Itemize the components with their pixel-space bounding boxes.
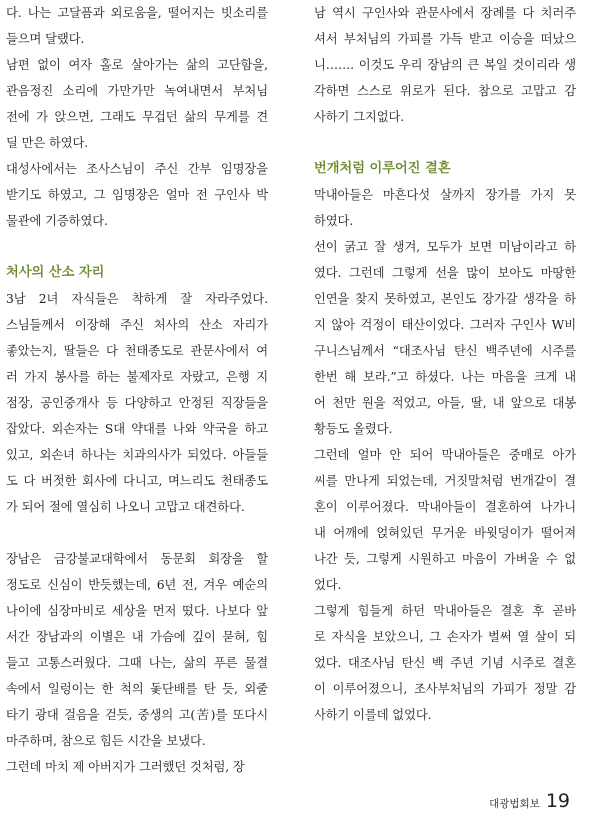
text-line: 구니스님께서 “대조사님 탄신 백주년에 시주를 <box>314 344 576 358</box>
text-line: 각하면 스스로 위로가 된다. 참으로 고맙고 감 <box>314 84 576 98</box>
paragraph <box>314 234 576 442</box>
text-line: 도 다 버젓한 회사에 다니고, 며느리도 천태종도 <box>6 474 268 488</box>
text-line: 니……. 이것도 우리 장남의 큰 복일 것이리라 생 <box>314 58 576 72</box>
paragraph <box>314 182 576 234</box>
text-line: 관음정진 소리에 가만가만 녹여내면서 부처님 <box>6 84 268 98</box>
text-line: 다. 나는 고달픔과 외로움을, 떨어지는 빗소리를 <box>6 6 268 20</box>
page-number: 19 <box>545 790 570 812</box>
text-line: 황등도 올렸다. <box>314 422 393 436</box>
text-line: 장남은 금강불교대학에서 동문회 회장을 할 <box>6 552 268 566</box>
text-line: 스님들께서 이장해 주신 처사의 산소 자리가 <box>6 318 268 332</box>
text-line: 들으며 달랬다. <box>6 32 85 46</box>
text-line: 물관에 기증하였다. <box>6 214 108 228</box>
paragraph <box>314 0 576 130</box>
paragraph <box>6 754 268 780</box>
text-line: 이 이루어졌으니, 조사부처님의 가피가 정말 감 <box>314 682 576 696</box>
text-line: 내 어깨에 얹혀있던 무거운 바윗덩이가 떨어져 <box>314 526 576 540</box>
text-line: 그런데 얼마 안 되어 막내아들은 중매로 아가 <box>314 448 576 462</box>
text-line: 로 자식을 보았으니, 그 손자가 벌써 열 살이 되 <box>314 630 576 644</box>
text-line: 지 않아 걱정이 태산이었다. 그러자 구인사 W비 <box>314 318 576 332</box>
text-line: 사하기 그지없다. <box>314 110 405 124</box>
text-line: 선이 굵고 잘 생겨, 모두가 보면 미남이라고 하 <box>314 240 576 254</box>
text-line: 하였다. <box>314 214 354 228</box>
left-column <box>6 0 268 780</box>
spacer <box>6 520 268 546</box>
text-line: 혼이 이루어졌다. 막내아들이 결혼하여 나가니 <box>314 500 576 514</box>
text-line: 전에 가 앉으면, 그래도 무겁던 삶의 무게를 견 <box>6 110 268 124</box>
text-line: 나간 듯, 그렇게 시원하고 마음이 가벼울 수 없 <box>314 552 576 566</box>
paragraph <box>6 0 268 52</box>
paragraph <box>314 598 576 728</box>
text-line: 들고 고통스러웠다. 그때 나는, 삶의 푸른 물결 <box>6 656 268 670</box>
text-line: 어 천만 원을 적었고, 아들, 딸, 내 앞으로 대봉 <box>314 396 576 410</box>
text-line: 사하기 이를데 없었다. <box>314 708 432 722</box>
text-line: 타기 광대 걸음을 걷듯, 중생의 고(苦)를 또다시 <box>6 708 268 722</box>
text-line: 었다. 대조사님 탄신 백 주년 기념 시주로 결혼 <box>314 656 576 670</box>
text-line: 였다. 그런데 그렇게 선을 많이 보아도 마땅한 <box>314 266 576 280</box>
text-line: 그렇게 힘들게 하던 막내아들은 결혼 후 곧바 <box>314 604 576 618</box>
text-line: 대성사에서는 조사스님이 주신 간부 임명장을 <box>6 162 268 176</box>
text-line: 서간 장남과의 이별은 내 가슴에 깊이 묻혀, 힘 <box>6 630 268 644</box>
right-column <box>314 0 576 728</box>
text-line: 러 가지 봉사를 하는 불제자로 자랐고, 은행 지 <box>6 370 268 384</box>
spacer <box>314 130 576 156</box>
text-line: 가 되어 절에 열심히 나오니 고맙고 대견하다. <box>6 500 245 514</box>
text-line: 셔서 부처님의 가피를 가득 받고 이승을 떠났으 <box>314 32 576 46</box>
text-line: 나이에 심장마비로 세상을 먼저 떴다. 나보다 앞 <box>6 604 268 618</box>
paragraph <box>6 52 268 156</box>
text-line: 마주하며, 참으로 힘든 시간을 보냈다. <box>6 734 206 748</box>
text-line: 었다. <box>314 578 342 592</box>
publication-name: 대광법회보 <box>489 798 540 810</box>
spacer <box>6 234 268 260</box>
page-footer <box>489 790 570 812</box>
text-line: 정도로 신심이 반듯했는데, 6년 전, 겨우 예순의 <box>6 578 268 592</box>
text-line: 막내아들은 마흔다섯 살까지 장가를 가지 못 <box>314 188 576 202</box>
text-line: 남 역시 구인사와 관문사에서 장례를 다 치러주 <box>314 6 576 20</box>
text-line: 있고, 외손녀 하나는 치과의사가 되었다. 아들들 <box>6 448 268 462</box>
text-line: 잡았다. 외손자는 S대 약대를 나와 약국을 하고 <box>6 422 268 436</box>
text-line: 좋았는지, 딸들은 다 천태종도로 관문사에서 여 <box>6 344 268 358</box>
text-line: 속에서 일렁이는 한 척의 돛단배를 탄 듯, 외줄 <box>6 682 268 696</box>
text-line: 딜 만은 하였다. <box>6 136 89 150</box>
text-line: 받기도 하였고, 그 임명장은 얼마 전 구인사 박 <box>6 188 268 202</box>
text-line: 남편 없이 여자 홀로 살아가는 삶의 고단함을, <box>6 58 268 72</box>
paragraph <box>6 546 268 754</box>
text-line: 인연을 찾지 못하였고, 본인도 장가갈 생각을 하 <box>314 292 576 306</box>
text-line: 씨를 만나게 되었는데, 거짓말처럼 번개같이 결 <box>314 474 576 488</box>
text-line: 그런데 마치 제 아버지가 그러했던 것처럼, 장 <box>6 760 245 774</box>
paragraph <box>6 286 268 520</box>
section-heading: 번개처럼 이루어진 결혼 <box>314 161 451 176</box>
paragraph <box>6 156 268 234</box>
text-line: 점장, 공인중개사 등 다양하고 안정된 직장들을 <box>6 396 268 410</box>
paragraph <box>314 442 576 598</box>
text-line: 한번 해 보라.”고 하셨다. 나는 마음을 크게 내 <box>314 370 576 384</box>
text-line: 3남 2녀 자식들은 착하게 잘 자라주었다. <box>6 292 268 306</box>
section-heading: 처사의 산소 자리 <box>6 265 105 280</box>
